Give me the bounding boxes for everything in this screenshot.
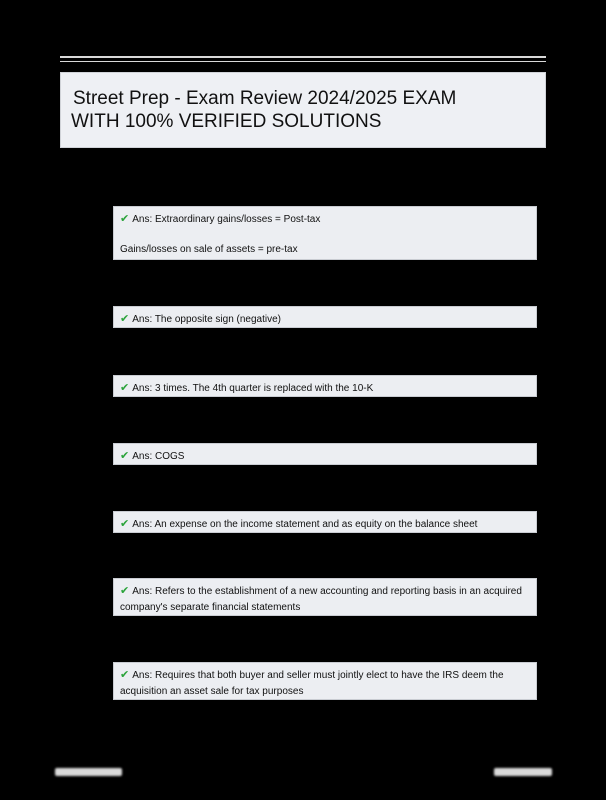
answer-text: Ans: The opposite sign (negative): [132, 314, 282, 325]
footer-right-redacted: [494, 768, 552, 776]
answer-box-6: [113, 578, 537, 616]
answer-box-2: [113, 306, 537, 328]
answer-text: Ans: Refers to the establishment of a new accounting and reporting basis in an acquired company's separate financial statements: [120, 586, 522, 613]
check-icon: ✔: [120, 382, 130, 394]
check-icon: ✔: [120, 450, 130, 462]
answer-text: Ans: COGS: [132, 451, 185, 462]
answer-box-1: [113, 206, 537, 260]
footer-left-redacted: [55, 768, 122, 776]
answer-box-5: [113, 511, 537, 533]
answer-extra-text: Gains/losses on sale of assets = pre-tax: [120, 244, 298, 255]
check-icon: ✔: [120, 518, 130, 530]
answer-text: Ans: Extraordinary gains/losses = Post-tax: [132, 214, 321, 225]
answer-text: Ans: Requires that both buyer and seller must jointly elect to have the IRS deem the acquisition an asset sale for tax purposes: [120, 670, 504, 697]
title-line-1: Street Prep - Exam Review 2024/2025 EXAM: [73, 88, 457, 109]
check-icon: ✔: [120, 213, 130, 225]
check-icon: ✔: [120, 585, 130, 597]
title-line-2: WITH 100% VERIFIED SOLUTIONS: [71, 111, 382, 132]
check-icon: ✔: [120, 669, 130, 681]
answer-text: Ans: An expense on the income statement and as equity on the balance sheet: [132, 519, 478, 530]
answer-box-4: [113, 443, 537, 465]
top-rule: [60, 56, 546, 62]
answer-box-3: [113, 375, 537, 397]
answer-box-7: [113, 662, 537, 700]
check-icon: ✔: [120, 313, 130, 325]
answer-text: Ans: 3 times. The 4th quarter is replaced with the 10-K: [132, 383, 374, 394]
page-title: [60, 72, 546, 148]
